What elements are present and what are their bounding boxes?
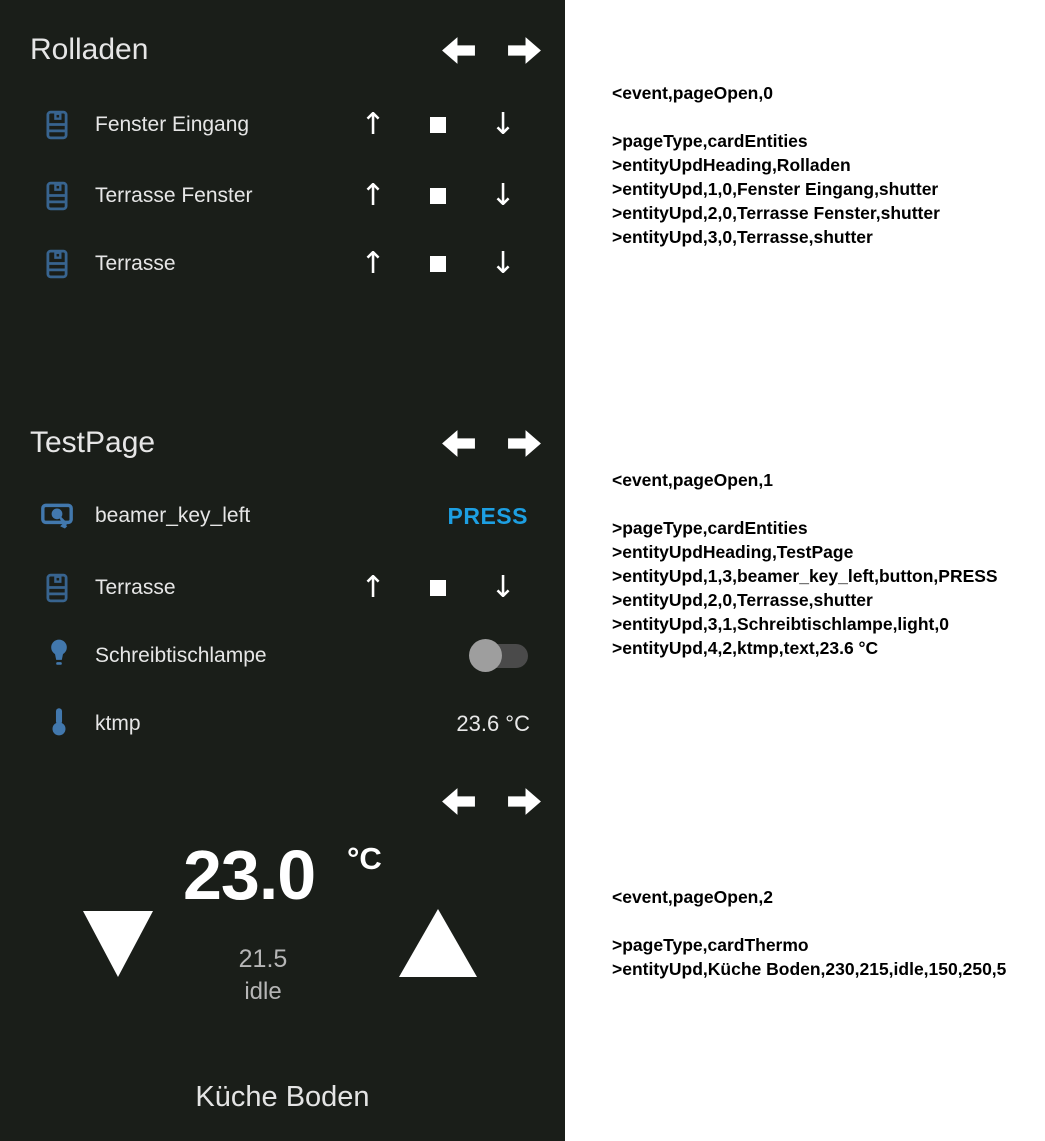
gesture-tap-button-icon (40, 499, 74, 533)
page-heading-testpage: TestPage (30, 426, 156, 459)
page-next-icon[interactable] (506, 427, 543, 460)
shutter-stop-button[interactable] (430, 256, 446, 272)
entity-row (0, 246, 565, 282)
log-line: >pageType,cardThermo (612, 935, 809, 955)
thermometer-icon (46, 704, 72, 744)
log-line: >pageType,cardEntities (612, 131, 808, 151)
page-nav-thermo (440, 785, 543, 818)
log-line: >entityUpd,2,0,Terrasse,shutter (612, 590, 873, 610)
page-prev-icon[interactable] (440, 427, 477, 460)
shutter-down-button[interactable]: ↓ (490, 178, 516, 213)
window-shutter-icon (44, 181, 70, 211)
shutter-up-button[interactable]: ↑ (360, 246, 386, 281)
lightbulb-icon (46, 635, 72, 675)
entity-label: Fenster Eingang (95, 113, 250, 136)
entity-text-value: 23.6 °C (456, 711, 530, 736)
log-line: >entityUpd,Küche Boden,230,215,idle,150,250,5 (612, 959, 1007, 979)
page-next-icon[interactable] (506, 34, 543, 67)
window-shutter-icon (44, 573, 70, 603)
entity-label: Terrasse (95, 576, 176, 599)
log-line: >entityUpd,3,1,Schreibtischlampe,light,0 (612, 614, 949, 634)
temperature-unit: °C (347, 841, 382, 876)
entity-row (0, 638, 565, 674)
entity-row (0, 706, 565, 742)
light-toggle[interactable] (472, 644, 528, 668)
window-shutter-icon (44, 249, 70, 279)
shutter-up-button[interactable]: ↑ (360, 107, 386, 142)
entity-label: Terrasse Fenster (95, 184, 253, 207)
log-line: >pageType,cardEntities (612, 518, 808, 538)
page-prev-icon[interactable] (440, 785, 477, 818)
log-line: >entityUpd,2,0,Terrasse Fenster,shutter (612, 203, 940, 223)
log-line: >entityUpdHeading,TestPage (612, 542, 854, 562)
temp-down-button[interactable] (82, 908, 154, 978)
log-blank-line (612, 105, 940, 129)
log-line: >entityUpd,4,2,ktmp,text,23.6 °C (612, 638, 879, 658)
entity-label: Terrasse (95, 252, 176, 275)
log-block-page0 (612, 81, 940, 249)
setpoint-temperature: 21.5 (238, 945, 288, 973)
log-block-page2 (612, 885, 1006, 981)
press-button[interactable]: PRESS (447, 503, 528, 529)
page-prev-icon[interactable] (440, 34, 477, 67)
log-blank-line (612, 492, 998, 516)
log-blank-line (612, 909, 1006, 933)
shutter-stop-button[interactable] (430, 580, 446, 596)
entity-row (0, 107, 565, 143)
shutter-up-button[interactable]: ↑ (360, 178, 386, 213)
log-event-line: <event,pageOpen,1 (612, 470, 773, 490)
shutter-down-button[interactable]: ↓ (490, 246, 516, 281)
toggle-knob[interactable] (469, 639, 502, 672)
log-line: >entityUpd,1,3,beamer_key_left,button,PRESS (612, 566, 998, 586)
page-nav-rolladen (440, 34, 543, 67)
entity-row (0, 178, 565, 214)
current-temperature: 23.0 (183, 836, 316, 914)
entity-row (0, 498, 565, 534)
shutter-down-button[interactable]: ↓ (490, 570, 516, 605)
temp-up-button[interactable] (398, 908, 478, 978)
log-line: >entityUpdHeading,Rolladen (612, 155, 851, 175)
hvac-state: idle (244, 978, 282, 1005)
entity-label: ktmp (95, 712, 141, 735)
log-event-line: <event,pageOpen,2 (612, 887, 773, 907)
shutter-stop-button[interactable] (430, 117, 446, 133)
shutter-up-button[interactable]: ↑ (360, 570, 386, 605)
shutter-stop-button[interactable] (430, 188, 446, 204)
entity-label: Schreibtischlampe (95, 644, 267, 667)
page-next-icon[interactable] (506, 785, 543, 818)
log-event-line: <event,pageOpen,0 (612, 83, 773, 103)
page-heading-rolladen: Rolladen (30, 33, 149, 66)
entity-label: beamer_key_left (95, 504, 251, 527)
shutter-down-button[interactable]: ↓ (490, 107, 516, 142)
thermostat-title: Küche Boden (195, 1081, 370, 1113)
entity-row (0, 570, 565, 606)
log-line: >entityUpd,3,0,Terrasse,shutter (612, 227, 873, 247)
page-nav-testpage (440, 427, 543, 460)
log-line: >entityUpd,1,0,Fenster Eingang,shutter (612, 179, 939, 199)
window-shutter-icon (44, 110, 70, 140)
log-block-page1 (612, 468, 998, 660)
